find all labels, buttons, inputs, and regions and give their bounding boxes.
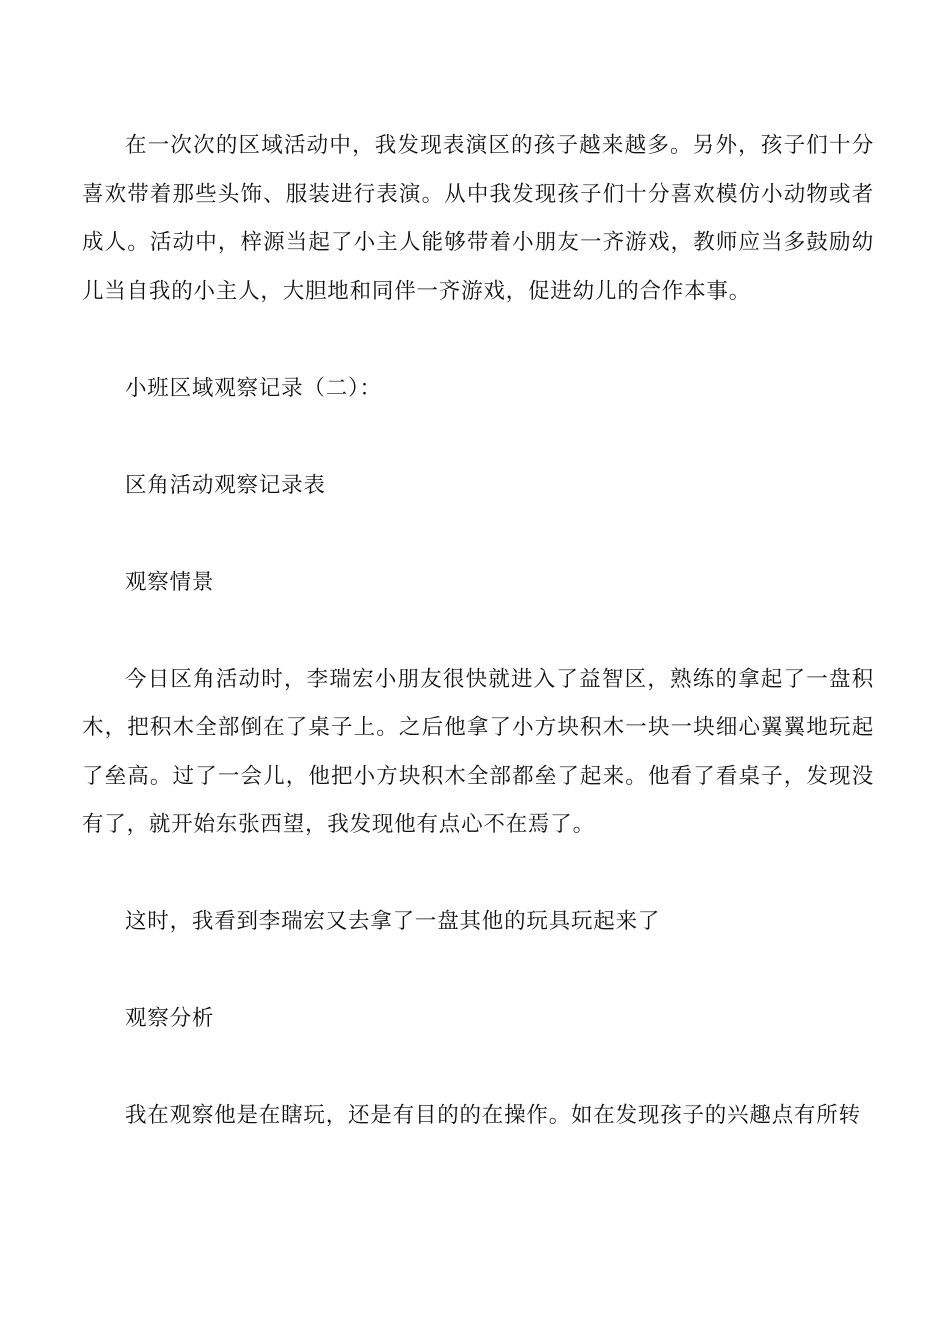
heading-observation-scene: 观察情景 — [125, 569, 215, 595]
paragraph-1: 在一次次的区域活动中，我发现表演区的孩子越来越多。另外，孩子们十分喜欢带着那些头饰、服装进行表演。从中我发现孩子们十分喜欢模仿小动物或者成人。活动中，梓源当起了小主人能够带着小朋友一齐游戏，教师应当多鼓励幼儿当自我的小主人，大胆地和同伴一齐游戏，促进幼儿的合作本事。 — [82, 133, 874, 304]
document-body — [82, 122, 874, 1141]
heading-observation-analysis: 观察分析 — [125, 1006, 215, 1031]
paragraph-followup: 这时，我看到李瑞宏又去拿了一盘其他的玩具玩起来了 — [125, 909, 661, 934]
section-heading-observation-record: 小班区域观察记录（二）： — [125, 375, 382, 401]
table-title: 区角活动观察记录表 — [125, 472, 326, 498]
paragraph-analysis: 我在观察他是在瞎玩，还是有目的的在操作。如在发现孩子的兴趣点有所转 — [125, 1103, 861, 1128]
paragraph-scene: 今日区角活动时，李瑞宏小朋友很快就进入了益智区，熟练的拿起了一盘积木，把积木全部倒在了桌子上。之后他拿了小方块积木一块一块细心翼翼地玩起了垒高。过了一会儿，他把小方块积木全部都垒了起来。他看了看桌子，发现没有了，就开始东张西望，我发现他有点心不在焉了。 — [82, 666, 874, 837]
